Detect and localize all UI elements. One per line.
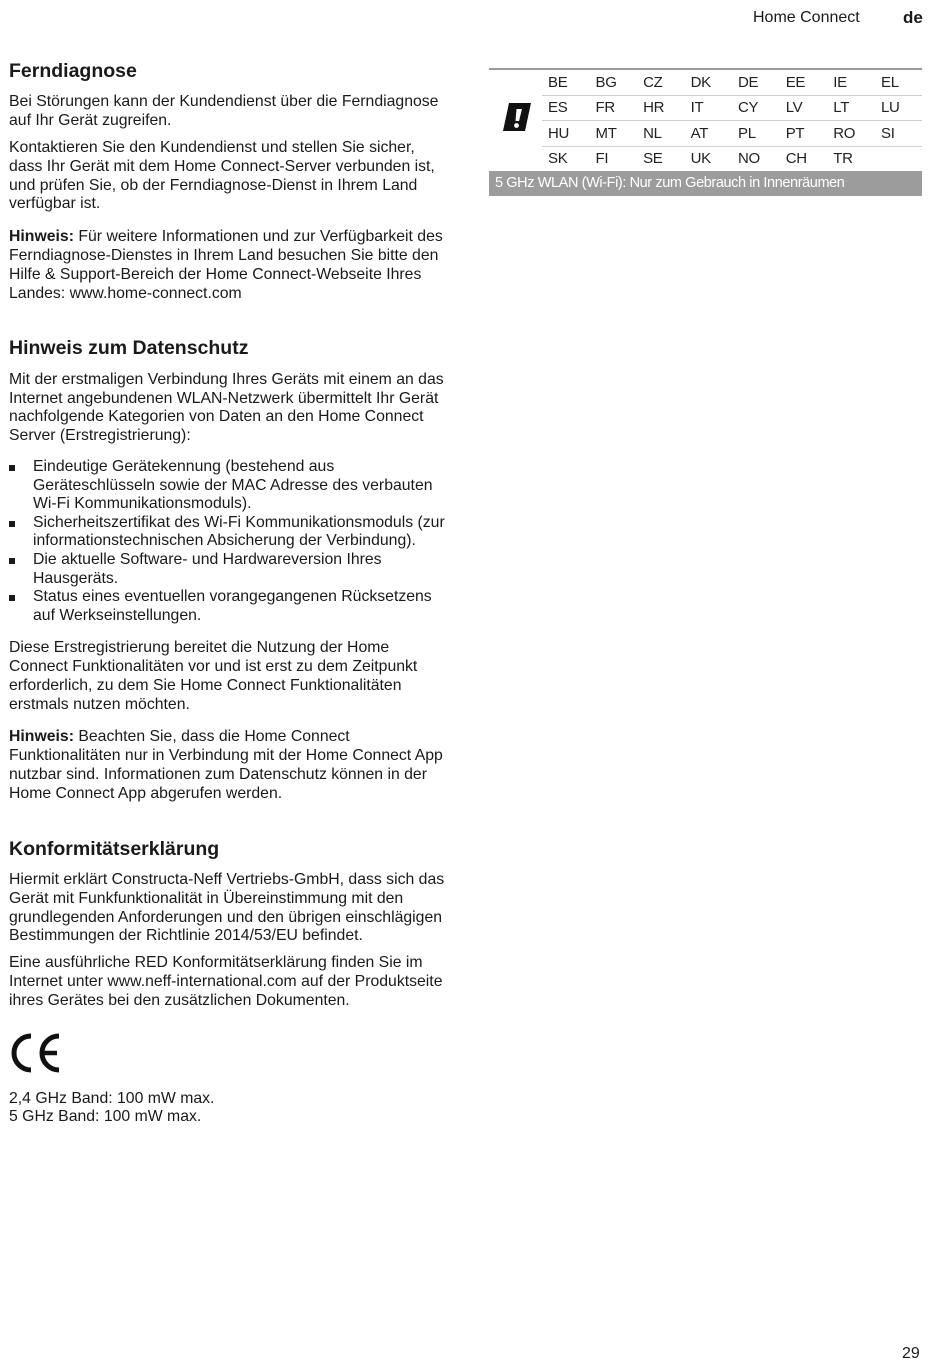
country-code-cell: BE (542, 70, 590, 95)
country-code-cell: SE (637, 146, 685, 172)
country-code-cell: DK (685, 70, 732, 95)
country-code-cell: HU (542, 121, 590, 147)
country-code-table (542, 70, 922, 172)
note-paragraph (9, 228, 449, 303)
country-code-cell: IT (685, 95, 732, 121)
country-code-cell: CH (780, 146, 828, 172)
paragraph: Diese Erstregistrierung bereitet die Nutzung der Home Connect Funktionalitäten vor und ist erst zu dem Zeitpunkt erforderlich, zu dem Sie Home Connect Funktionalitäten erstmals nutzen möchten. (9, 639, 418, 713)
country-code-cell: AT (685, 121, 732, 147)
country-code-cell: FI (590, 146, 638, 172)
page-number: 29 (902, 1345, 920, 1362)
country-code-cell: HR (637, 95, 685, 121)
heading-ferndiagnose: Ferndiagnose (9, 60, 137, 82)
country-code-cell: IE (827, 70, 875, 95)
country-code-cell: RO (827, 121, 875, 147)
ce-mark-icon (11, 1033, 63, 1073)
country-code-cell: SK (542, 146, 590, 172)
warning-icon (501, 101, 533, 133)
country-code-cell: FR (590, 95, 638, 121)
country-code-cell: EL (875, 70, 922, 95)
country-code-cell: CY (732, 95, 780, 121)
country-code-cell: SI (875, 121, 922, 147)
country-row (542, 95, 922, 121)
country-code-cell: PT (780, 121, 828, 147)
country-code-cell (875, 146, 922, 172)
country-row (542, 121, 922, 147)
note-paragraph (9, 728, 449, 803)
bullet-square-icon (9, 465, 15, 471)
note-label: Hinweis: (9, 728, 74, 746)
bullet-square-icon (9, 595, 15, 601)
country-code-cell: LU (875, 95, 922, 121)
band-24ghz: 2,4 GHz Band: 100 mW max. (9, 1089, 215, 1107)
list-item: Die aktuelle Software- und Hardwareversion Ihres Hausgeräts. (9, 551, 449, 588)
header-title: Home Connect (753, 9, 860, 26)
bullet-square-icon (9, 558, 15, 564)
country-code-cell: TR (827, 146, 875, 172)
paragraph: Eine ausführliche RED Konformitätserklärung finden Sie im Internet unter www.neff-international.com auf der Produktseite ihres Gerätes bei den zusätzlichen Dokumenten. (9, 954, 443, 1009)
band-info (9, 1090, 449, 1128)
country-row (542, 146, 922, 172)
country-code-cell: BG (590, 70, 638, 95)
country-code-cell: NO (732, 146, 780, 172)
country-code-cell: LT (827, 95, 875, 121)
list-item: Status eines eventuellen vorangegangenen Rücksetzens auf Werkseinstellungen. (9, 588, 449, 625)
main-column (9, 60, 449, 1127)
note-text: Für weitere Informationen und zur Verfügbarkeit des Ferndiagnose-Dienstes in Ihrem Land besuchen Sie bitte den Hilfe & Support-Bereich der Home Connect-Webseite Ihres Landes: www.home-connect.com (9, 228, 443, 302)
language-code: de (903, 8, 923, 27)
data-category-list (9, 458, 449, 625)
country-code-cell: PL (732, 121, 780, 147)
country-code-cell: DE (732, 70, 780, 95)
country-row (542, 70, 922, 95)
country-code-cell: NL (637, 121, 685, 147)
paragraph: Mit der erstmaligen Verbindung Ihres Geräts mit einem an das Internet angebundenen WLAN-Netzwerk übermittelt Ihr Gerät nachfolgende Kategorien von Daten an den Home Connect Server (Erstregistrierung): (9, 370, 444, 445)
heading-konformitaet: Konformitätserklärung (9, 837, 220, 860)
section-konformitaet (9, 838, 449, 1128)
bullet-square-icon (9, 521, 15, 527)
section-datenschutz (9, 337, 449, 803)
note-label: Hinweis: (9, 228, 74, 246)
wlan-indoor-note: 5 GHz WLAN (Wi-Fi): Nur zum Gebrauch in Innenräumen (489, 171, 922, 196)
heading-datenschutz: Hinweis zum Datenschutz (9, 337, 249, 360)
section-ferndiagnose (9, 60, 449, 303)
band-5ghz: 5 GHz Band: 100 mW max. (9, 1108, 202, 1126)
country-code-cell: MT (590, 121, 638, 147)
paragraph: Kontaktieren Sie den Kundendienst und stellen Sie sicher, dass Ihr Gerät mit dem Home Connect-Server verbunden ist, und prüfen Sie, ob der Ferndiagnose-Dienst in Ihrem Land verfügbar ist. (9, 138, 435, 213)
country-restriction-box (489, 68, 922, 196)
country-code-cell: CZ (637, 70, 685, 95)
list-item: Eindeutige Gerätekennung (bestehend aus Geräteschlüsseln sowie der MAC Adresse des verbauten Wi-Fi Kommunikationsmoduls). (9, 458, 449, 514)
country-code-cell: ES (542, 95, 590, 121)
country-code-cell: LV (780, 95, 828, 121)
paragraph: Bei Störungen kann der Kundendienst über die Ferndiagnose auf Ihr Gerät zugreifen. (9, 93, 439, 130)
country-code-cell: EE (780, 70, 828, 95)
paragraph: Hiermit erklärt Constructa-Neff Vertriebs-GmbH, dass sich das Gerät mit Funkfunktionalität in Übereinstimmung mit den grundlegenden Anforderungen und den übrigen einschlägigen Bestimmungen der Richtlinie 2014/53/EU befindet. (9, 871, 445, 945)
country-code-cell: UK (685, 146, 732, 172)
list-item: Sicherheitszertifikat des Wi-Fi Kommunikationsmoduls (zur informationstechnischen Absicherung der Verbindung). (9, 514, 449, 551)
note-text: Beachten Sie, dass die Home Connect Funktionalitäten nur in Verbindung mit der Home Connect App nutzbar sind. Informationen zum Datenschutz können in der Home Connect App abgerufen werden. (9, 728, 443, 802)
